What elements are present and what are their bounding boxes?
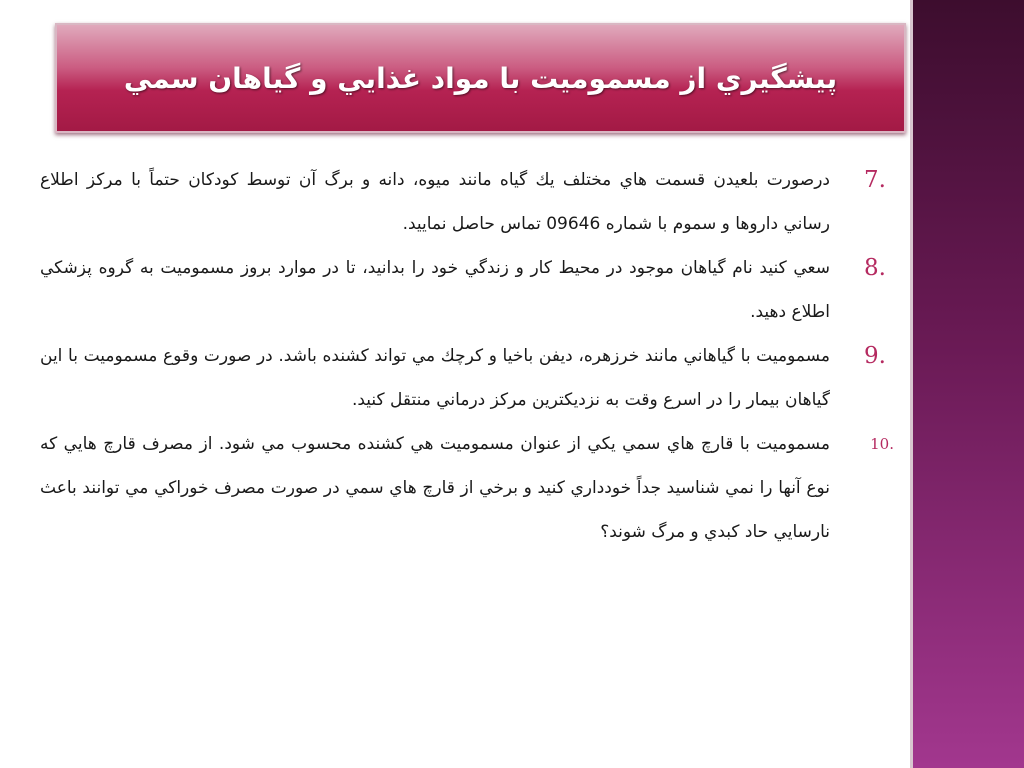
side-decoration-band — [910, 0, 1024, 768]
item-number: 9. — [864, 343, 886, 369]
item-number: 7. — [864, 167, 886, 193]
content-list — [40, 158, 900, 554]
title-bar — [55, 23, 906, 133]
item-text: سعي كنيد نام گياهان موجود در محيط كار و زندگي خود را بدانيد، تا در موارد بروز مسموميت به گروه پزشكي اطلاع دهيد. — [40, 258, 830, 322]
list-item-9 — [40, 334, 900, 422]
item-number: 8. — [864, 255, 886, 281]
item-text: مسموميت با قارچ هاي سمي يكي از عنوان مسموميت هي كشنده محسوب مي شود. از مصرف قارچ هايي كه نوع آنها را نمي شناسيد جداً خودداري كنيد و برخي از قارچ هاي سمي در صورت مصرف خوراكي مي توانند باعث نارسايي حاد كبدي و مرگ شوند؟ — [40, 434, 830, 542]
list-item-8 — [40, 246, 900, 334]
slide-title: پيشگيري از مسموميت با مواد غذايي و گياهان سمي — [123, 61, 838, 95]
list-item-7 — [40, 158, 900, 246]
item-text: مسموميت با گياهاني مانند خرزهره، ديفن باخيا و كرچك مي تواند كشنده باشد. در صورت وقوع مسموميت با اين گياهان بيمار را در اسرع وقت به نزديكترين مركز درماني منتقل كنيد. — [40, 346, 830, 410]
list-item-10 — [40, 422, 900, 554]
item-number: 10. — [870, 435, 894, 453]
item-text: درصورت بلعيدن قسمت هاي مختلف يك گياه مانند ميوه، دانه و برگ آن توسط كودكان حتماً با مركز اطلاع رساني داروها و سموم با شماره 09646 تماس حاصل نماييد. — [40, 170, 830, 234]
